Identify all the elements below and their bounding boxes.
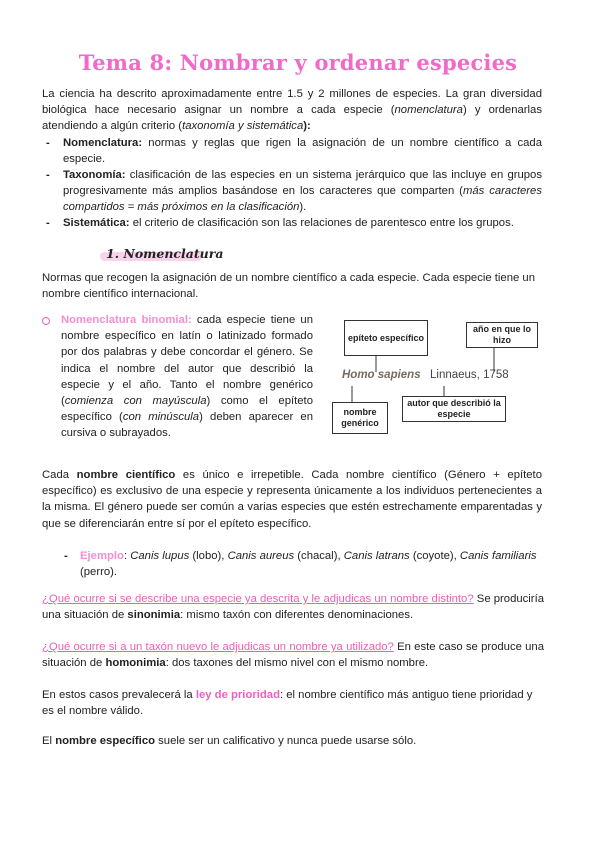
- bullet-dash: -: [46, 137, 50, 149]
- bullet-dash: -: [64, 550, 68, 562]
- genus-species-text: Homo sapiens: [342, 369, 421, 381]
- bullet-dash: -: [46, 217, 50, 229]
- nomenclatura-paragraph: Normas que recogen la asignación de un nombre científico a cada especie. Cada especie tiene un nombre científico internacional.: [42, 272, 535, 301]
- circle-bullet-icon: [42, 317, 50, 325]
- box-epiteto-especifico: epíteto específico: [344, 320, 428, 356]
- intro-paragraph: La ciencia ha descrito aproximadamente entre 1.5 y 2 millones de especies. La gran diversidad biológica hace necesario asignar un nombre a cada especie (nomenclatura) y ordenarlas atendiendo a algún criterio (taxonomía y sistemática):: [42, 88, 542, 133]
- intro-item-sistematica: Sistemática: el criterio de clasificación son las relaciones de parentesco entre los grupos.: [63, 217, 514, 229]
- section-heading: 1. Nomenclatura: [106, 246, 224, 261]
- binomial-diagram: [332, 312, 560, 442]
- cientifico-paragraph: Cada nombre científico es único e irrepetible. Cada nombre científico (Género + epíteto específico) es exclusivo de una especie y representa únicamente a los individuos pertenecientes a la misma. El género puede ser común a varias especies que estén estrechamente emparentadas y que se diferenciarán entre sí por el epíteto específico.: [42, 469, 542, 530]
- example-item: Ejemplo: Canis lupus (lobo), Canis aureus (chacal), Canis latrans (coyote), Canis familiaris (perro).: [80, 550, 537, 579]
- author-year-text: Linnaeus, 1758: [430, 369, 509, 381]
- question-sinonimia: ¿Qué ocurre si se describe una especie ya descrita y le adjudicas un nombre distinto?: [42, 593, 474, 605]
- box-autor: autor que describió la especie: [402, 396, 506, 422]
- sinonimia-paragraph: ¿Qué ocurre si se describe una especie ya descrita y le adjudicas un nombre distinto? Se produciría una situación de sinonimia: mismo taxón con diferentes denominaciones.: [42, 593, 544, 622]
- final-paragraph: El nombre específico suele ser un calificativo y nunca puede usarse sólo.: [42, 735, 417, 747]
- bullet-dash: -: [46, 169, 50, 181]
- prioridad-paragraph: En estos casos prevalecerá la ley de prioridad: el nombre científico más antiguo tiene prioridad y es el nombre válido.: [42, 689, 533, 718]
- intro-item-taxonomia: Taxonomía: clasificación de las especies en un sistema jerárquico que las incluye en grupos progresivamente más amplios basándose en los caracteres que comparten (más caracteres compartidos = más próximos en la clasificación).: [63, 169, 542, 214]
- page-title: Tema 8: Nombrar y ordenar especies: [78, 50, 518, 75]
- homonimia-paragraph: ¿Qué ocurre si a un taxón nuevo le adjudicas un nombre ya utilizado? En este caso se produce una situación de homonimia: dos taxones del mismo nivel con el mismo nombre.: [42, 641, 544, 670]
- box-nombre-generico: nombre genérico: [332, 402, 388, 434]
- binomial-paragraph: Nomenclatura binomial: cada especie tiene un nombre específico en latín o latinizado formado por dos palabras y debe concordar el género. Se indica el nombre del autor que describió la especie y el año. Tanto el nombre genérico (comienza con mayúscula) como el epíteto específico (con minúscula) deben aparecer en cursiva o subrayados.: [61, 314, 313, 440]
- intro-item-nomenclatura: Nomenclatura: normas y reglas que rigen la asignación de un nombre científico a cada especie.: [63, 137, 542, 166]
- question-homonimia: ¿Qué ocurre si a un taxón nuevo le adjudicas un nombre ya utilizado?: [42, 641, 394, 653]
- box-anio: año en que lo hizo: [466, 322, 538, 348]
